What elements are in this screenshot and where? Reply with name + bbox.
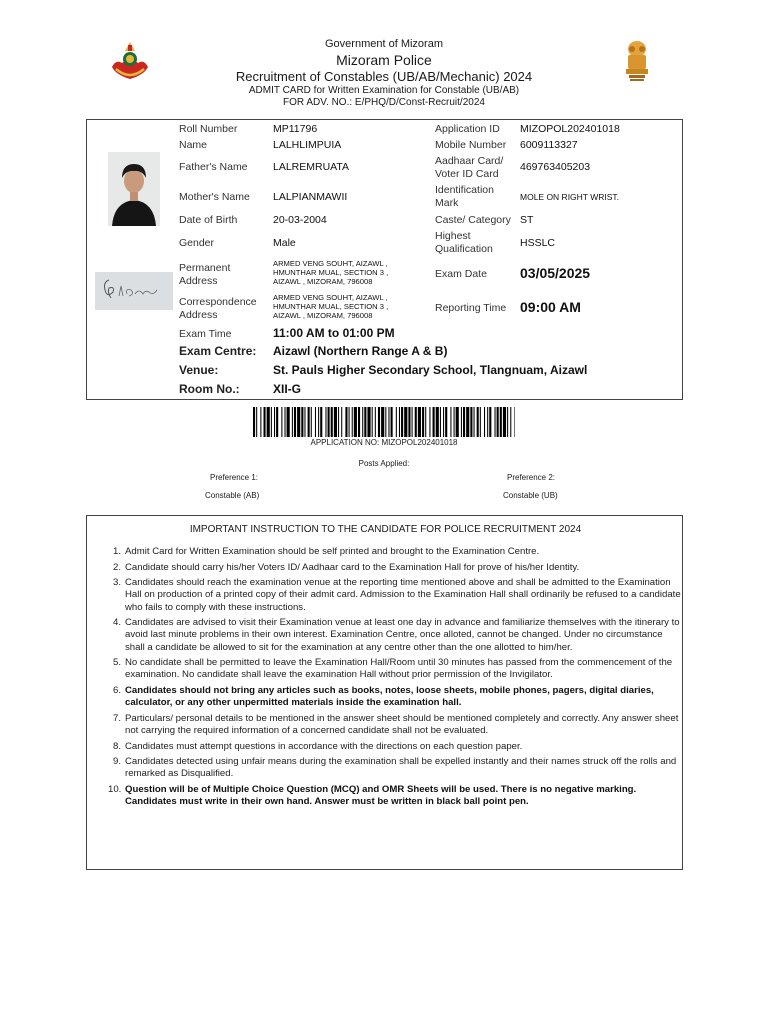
posts-applied-title: Posts Applied: (358, 459, 410, 468)
candidate-details-box (86, 119, 683, 400)
father-name-label: Father's Name (179, 161, 248, 173)
exam-centre-label: Exam Centre: (179, 344, 257, 358)
instructions-list (108, 546, 683, 812)
signature-icon (95, 272, 173, 310)
mobile-number-value: 6009113327 (520, 139, 578, 151)
instruction-item (108, 617, 683, 654)
highest-qualification-label: Highest Qualification (435, 230, 493, 255)
instruction-text: No candidate shall be permitted to leave the Examination Hall/Room until 30 minutes has passed from the commencement of the examination. No candidate shall leave the examination Hall without prior permission of the Invigilator. (125, 657, 673, 681)
exam-centre-value: Aizawl (Northern Range A & B) (273, 344, 448, 358)
advertisement-number: FOR ADV. NO.: E/PHQ/D/Const-Recruit/2024 (283, 96, 485, 108)
instruction-item (108, 577, 683, 614)
gender-value: Male (273, 237, 296, 249)
candidate-signature (95, 272, 173, 310)
dob-label: Date of Birth (179, 214, 238, 226)
instruction-number: 10. (108, 783, 122, 795)
permanent-address-label: Permanent Address (179, 262, 231, 287)
exam-date-label: Exam Date (435, 268, 487, 280)
instruction-number: 8. (112, 740, 121, 752)
instruction-item (108, 685, 683, 709)
barcode-text: APPLICATION NO: MIZOPOL202401018 (310, 438, 458, 447)
identification-mark-value: MOLE ON RIGHT WRIST. (520, 192, 620, 202)
instruction-item (108, 546, 683, 558)
instruction-item (108, 756, 683, 780)
name-label: Name (179, 139, 208, 151)
correspondence-address-value: ARMED VENG SOUHT, AIZAWL , HMUNTHAR MUAL, SECTION 3 , AIZAWL , MIZORAM, 796008 (273, 293, 389, 321)
preference-2-label: Preference 2: (507, 473, 556, 482)
mobile-number-label: Mobile Number (435, 139, 507, 151)
instruction-text: Candidates must attempt questions in accordance with the directions on each question paper. (125, 740, 523, 752)
room-label: Room No.: (179, 382, 240, 396)
instruction-number: 5. (112, 657, 121, 669)
aadhaar-label: Aadhaar Card/ Voter ID Card (435, 155, 504, 180)
exam-time-value: 11:00 AM to 01:00 PM (273, 326, 395, 340)
preference-2-value: Constable (UB) (503, 491, 558, 500)
correspondence-address-label: Correspondence Address (179, 296, 257, 321)
instruction-item (108, 657, 683, 681)
instruction-text: Candidates should not bring any articles such as books, notes, loose sheets, mobile phones, pagers, digital diaries, calculator, or any other unpermitted materials inside the examination hall. (125, 684, 654, 709)
reporting-time-value: 09:00 AM (520, 299, 581, 315)
preference-1-label: Preference 1: (210, 473, 259, 482)
room-value: XII-G (273, 382, 302, 396)
highest-qualification-value: HSSLC (520, 237, 556, 249)
identification-mark-label: Identification Mark (435, 184, 494, 209)
instruction-text: Candidates detected using unfair means during the examination shall be expelled instantly and their names struck off the rolls and remarked as Disqualified. (125, 756, 677, 780)
instruction-number: 9. (112, 756, 121, 768)
instruction-number: 1. (112, 546, 121, 557)
gender-label: Gender (179, 237, 215, 249)
mother-name-value: LALPIANMAWII (273, 191, 348, 203)
state-emblem-icon (620, 37, 654, 85)
instruction-number: 6. (112, 684, 121, 696)
permanent-address-value: ARMED VENG SOUHT, AIZAWL , HMUNTHAR MUAL, SECTION 3 , AIZAWL , MIZORAM, 796008 (273, 259, 389, 287)
application-id-value: MIZOPOL202401018 (520, 123, 620, 135)
instruction-text: Particulars/ personal details to be mentioned in the answer sheet should be mentioned completely and correctly. Any answer sheet not carrying the required information of a concerned candidate shall not be evaluated. (125, 712, 679, 736)
instruction-text: Question will be of Multiple Choice Question (MCQ) and OMR Sheets will be used. There is no negative marking. Candidates must write in their own hand. Answer must be written in black ball point pen. (125, 783, 637, 808)
reporting-time-label: Reporting Time (435, 302, 507, 314)
instruction-item (108, 784, 683, 808)
caste-category-value: ST (520, 214, 534, 226)
police-title: Mizoram Police (336, 52, 432, 69)
instruction-number: 4. (112, 617, 121, 629)
admit-card-header (150, 38, 618, 109)
caste-category-label: Caste/ Category (435, 214, 511, 226)
application-id-label: Application ID (435, 123, 500, 135)
instructions-title: IMPORTANT INSTRUCTION TO THE CANDIDATE FOR POLICE RECRUITMENT 2024 (189, 524, 582, 535)
father-name-value: LALREMRUATA (273, 161, 350, 173)
instruction-number: 3. (112, 577, 121, 589)
instruction-item (108, 562, 683, 574)
admit-card-title: ADMIT CARD for Written Examination for Constable (UB/AB) (248, 84, 520, 96)
exam-date-value: 03/05/2025 (520, 265, 591, 281)
instruction-number: 7. (112, 712, 121, 724)
roll-number-label: Roll Number (179, 123, 238, 135)
instruction-text: Candidates are advised to visit their Examination venue at least one day in advance and familiarize themselves with the itinerary to avoid last minute problems in their own interest. Examination Centre, once alloted, cannot be changed. Under no circumstance shall a candidate be allowed to sit for the examination at any centre other than the one allotted to him/her. (125, 617, 680, 653)
aadhaar-value: 469763405203 (520, 161, 591, 173)
application-barcode (253, 407, 515, 437)
venue-label: Venue: (179, 363, 219, 377)
mother-name-label: Mother's Name (179, 191, 250, 203)
preference-1-value: Constable (AB) (205, 491, 260, 500)
mizoram-police-emblem-icon (106, 37, 154, 85)
instruction-number: 2. (112, 561, 121, 573)
dob-value: 20-03-2004 (273, 214, 327, 226)
government-title: Government of Mizoram (325, 38, 443, 50)
instructions-box (86, 515, 683, 870)
instruction-item (108, 713, 683, 737)
candidate-photo (108, 152, 160, 226)
exam-time-label: Exam Time (179, 328, 232, 340)
recruitment-title: Recruitment of Constables (UB/AB/Mechanic) 2024 (235, 68, 533, 84)
instruction-text: Admit Card for Written Examination should be self printed and brought to the Examination Centre. (125, 546, 540, 557)
instruction-item (108, 741, 683, 753)
name-value: LALHLIMPUIA (273, 139, 342, 151)
instruction-text: Candidates should reach the examination venue at the reporting time mentioned above and shall be admitted to the Examination Hall on production of a printed copy of their admit card. Admission to the Examination Hall shall ordinarily be refused to a candidate who fails to comply with these instructions. (125, 577, 681, 613)
venue-value: St. Pauls Higher Secondary School, Tlangnuam, Aizawl (273, 363, 588, 377)
candidate-photo-icon (108, 152, 160, 226)
instruction-text: Candidate should carry his/her Voters ID/ Aadhaar card to the Examination Hall for prove of his/her Identity. (125, 561, 580, 573)
roll-number-value: MP11796 (273, 123, 318, 135)
